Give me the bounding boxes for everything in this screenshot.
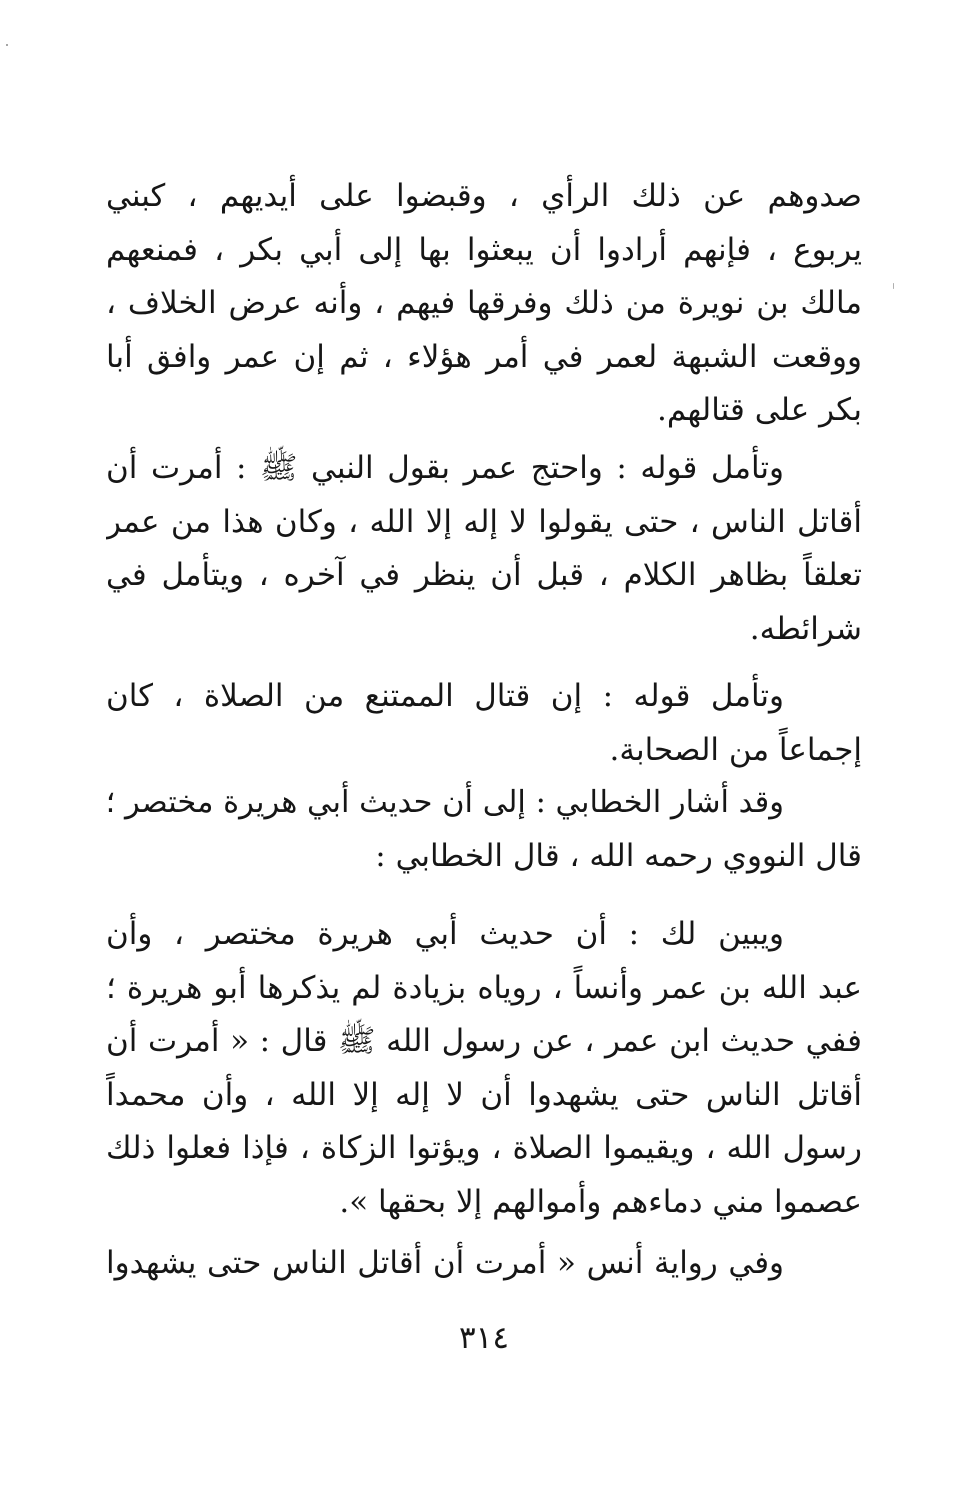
- text-line: وقد أشار الخطابي : إلى أن حديث أبي هريرة مختصر ؛: [106, 785, 784, 820]
- paragraph-6: [106, 1237, 862, 1291]
- paragraph-5: [106, 908, 862, 1229]
- text-line: صدوهم عن ذلك الرأي ، وقبضوا على أيديهم ، كبني: [106, 178, 862, 214]
- text-line: مالك بن نويرة من ذلك وفرقها فيهم ، وأنه عرض الخلاف ،: [106, 285, 862, 321]
- paragraph-4: [106, 776, 862, 883]
- text-line: رسول الله ، ويقيموا الصلاة ، ويؤتوا الزكاة ، فإذا فعلوا ذلك: [106, 1130, 862, 1166]
- page-number: ٣١٤: [459, 1320, 509, 1356]
- scan-speck: [6, 44, 8, 46]
- text-line: إجماعاً من الصحابة.: [609, 731, 862, 768]
- scan-speck: [893, 283, 894, 289]
- text-line: ويبين لك : أن حديث أبي هريرة مختصر ، وأن: [106, 916, 784, 952]
- text-line: شرائطه.: [749, 610, 862, 647]
- text-line: عبد الله بن عمر وأنساً ، روياه بزيادة لم يذكرها أبو هريرة ؛: [106, 969, 862, 1006]
- paragraph-1: [106, 170, 862, 438]
- text-line: بكر على قتالهم.: [657, 392, 862, 428]
- text-line: وفي رواية أنس « أمرت أن أقاتل الناس حتى يشهدوا: [106, 1245, 784, 1281]
- paragraph-3: [106, 670, 862, 777]
- text-line: أقاتل الناس ، حتى يقولوا لا إله إلا الله ، وكان هذا من عمر: [106, 503, 862, 540]
- text-line: ففي حديث ابن عمر ، عن رسول الله ﷺ قال : « أمرت أن: [106, 1023, 862, 1059]
- text-line: يربوع ، فإنهم أرادوا أن يبعثوا بها إلى أبي بكر ، فمنعهم: [106, 231, 862, 268]
- text-line: وتأمل قوله : واحتج عمر بقول النبي ﷺ : أمرت أن: [106, 450, 784, 486]
- text-line: عصموا مني دماءهم وأموالهم إلا بحقها ».: [339, 1183, 862, 1220]
- text-line: ووقعت الشبهة لعمر في أمر هؤلاء ، ثم إن عمر وافق أبا: [106, 338, 862, 375]
- paragraph-2: [106, 442, 862, 656]
- text-line: وتأمل قوله : إن قتال الممتنع من الصلاة ، كان: [106, 678, 784, 714]
- text-line: قال النووي رحمه الله ، قال الخطابي :: [375, 837, 862, 874]
- text-line: تعلقاً بظاهر الكلام ، قبل أن ينظر في آخره ، ويتأمل في: [106, 557, 862, 593]
- text-line: أقاتل الناس حتى يشهدوا أن لا إله إلا الله ، وأن محمداً: [106, 1076, 862, 1113]
